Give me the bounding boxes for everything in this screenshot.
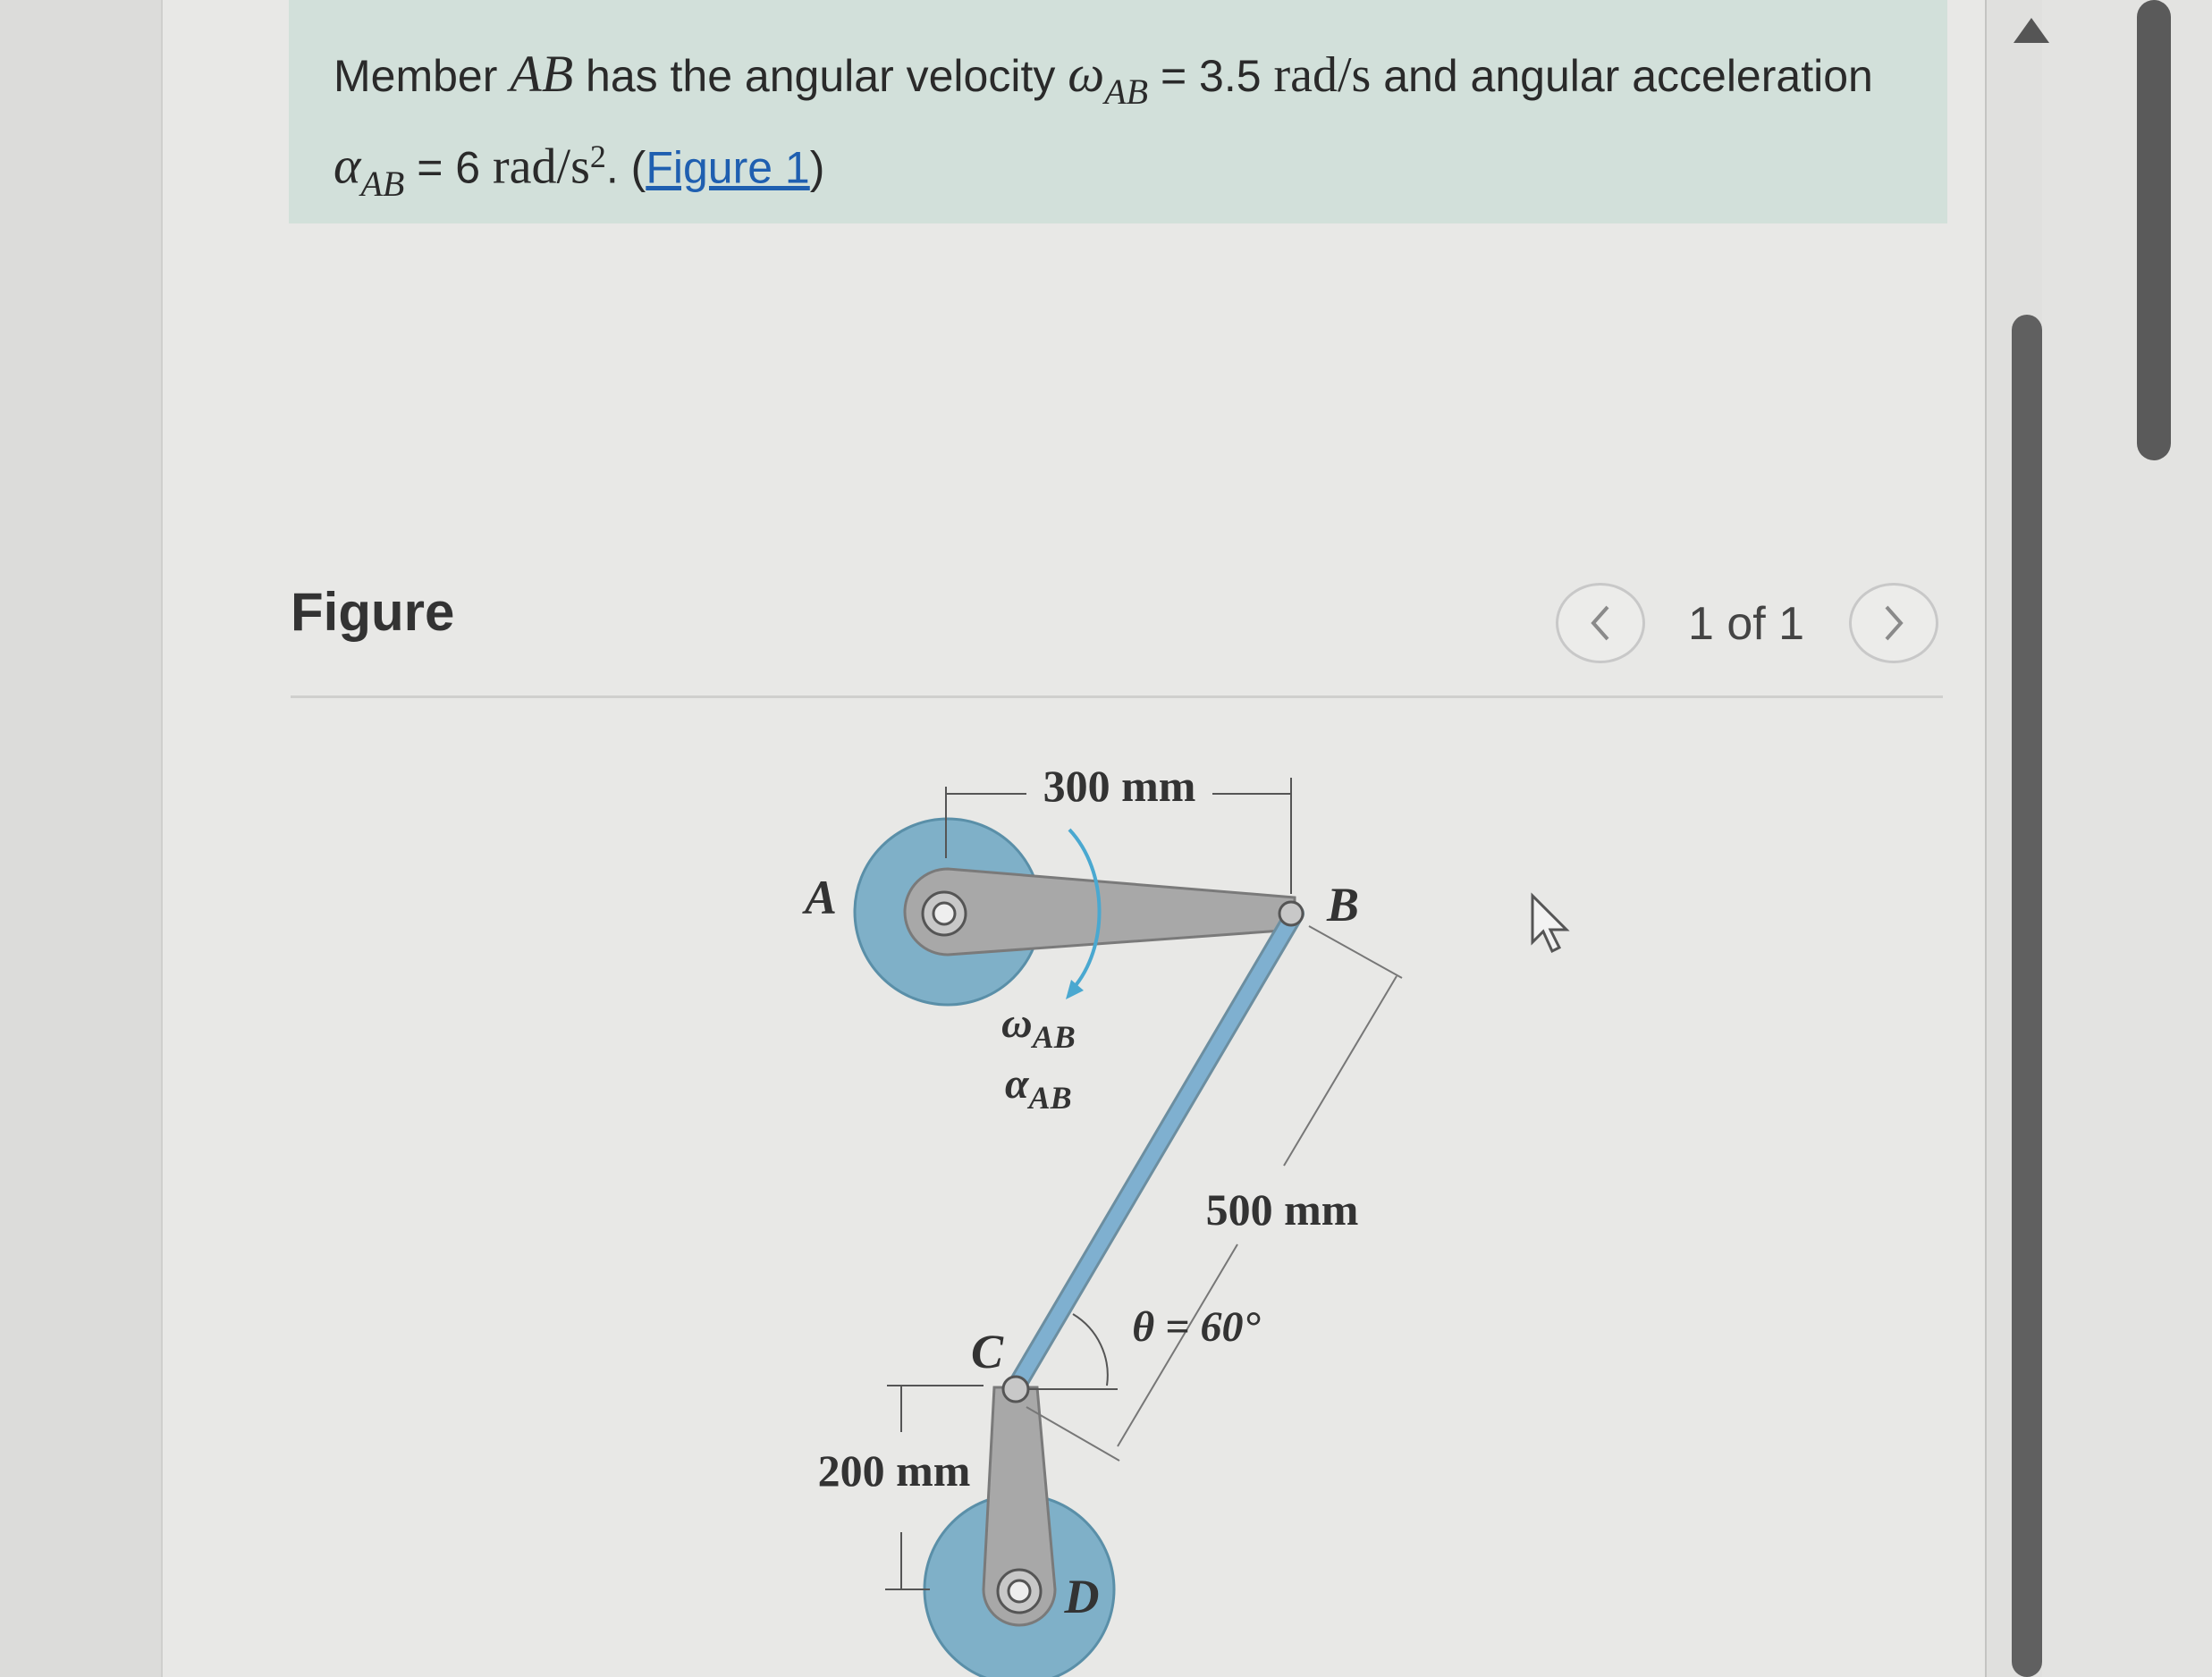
dimension-BC-label: 500 mm	[1205, 1184, 1359, 1235]
chevron-right-icon	[1878, 602, 1910, 645]
dimension-CD-label: 200 mm	[817, 1445, 971, 1496]
alpha-unit: rad/s	[493, 139, 590, 195]
mouse-pointer-icon	[1527, 892, 1577, 956]
figure-title: Figure	[291, 582, 455, 642]
alpha-symbol: α	[333, 136, 361, 195]
next-figure-button[interactable]	[1849, 583, 1938, 663]
scrollbar-thumb[interactable]	[2012, 315, 2042, 1677]
alpha-unit-exponent: 2	[589, 139, 606, 174]
scroll-up-icon[interactable]	[2014, 18, 2049, 43]
mechanism-diagram	[787, 733, 1520, 1677]
label-D: D	[1064, 1570, 1100, 1623]
figure-divider	[291, 695, 1943, 698]
label-C: C	[970, 1325, 1004, 1378]
alpha-subscript: AB	[360, 163, 405, 204]
omega-symbol: ω	[1068, 45, 1105, 103]
pin-C	[1003, 1377, 1028, 1402]
page-indicator: 1 of 1	[1688, 598, 1805, 650]
problem-text-intro: Member	[333, 51, 511, 101]
problem-text-postlink: )	[809, 142, 825, 193]
alpha-label: $\alpha_{AB}$	[1005, 1060, 1072, 1116]
member-symbol: AB	[510, 45, 574, 103]
omega-label: $\omega_{AB}$	[1001, 999, 1076, 1055]
problem-text-mid1: has the angular velocity	[573, 51, 1068, 101]
problem-text-prelink: . (	[605, 142, 646, 193]
previous-figure-button[interactable]	[1556, 583, 1645, 663]
outer-scrollbar-thumb[interactable]	[2137, 0, 2171, 460]
omega-value: = 3.5	[1148, 51, 1274, 101]
background-left	[0, 0, 161, 1677]
problem-statement	[333, 36, 1925, 210]
omega-unit: rad/s	[1273, 47, 1372, 103]
dimension-AB-label: 300 mm	[1043, 761, 1196, 811]
pin-B	[1279, 902, 1303, 925]
chevron-left-icon	[1584, 602, 1617, 645]
problem-text-mid2: and angular acceleration	[1371, 51, 1873, 101]
label-B: B	[1326, 878, 1360, 931]
theta-arc	[1073, 1314, 1108, 1386]
figure-link[interactable]: Figure 1	[646, 142, 810, 193]
theta-label: θ = 60°	[1132, 1303, 1261, 1351]
omega-arrowhead	[1066, 980, 1084, 999]
alpha-value: = 6	[404, 142, 494, 193]
label-A: A	[804, 871, 838, 924]
omega-subscript: AB	[1104, 72, 1149, 112]
